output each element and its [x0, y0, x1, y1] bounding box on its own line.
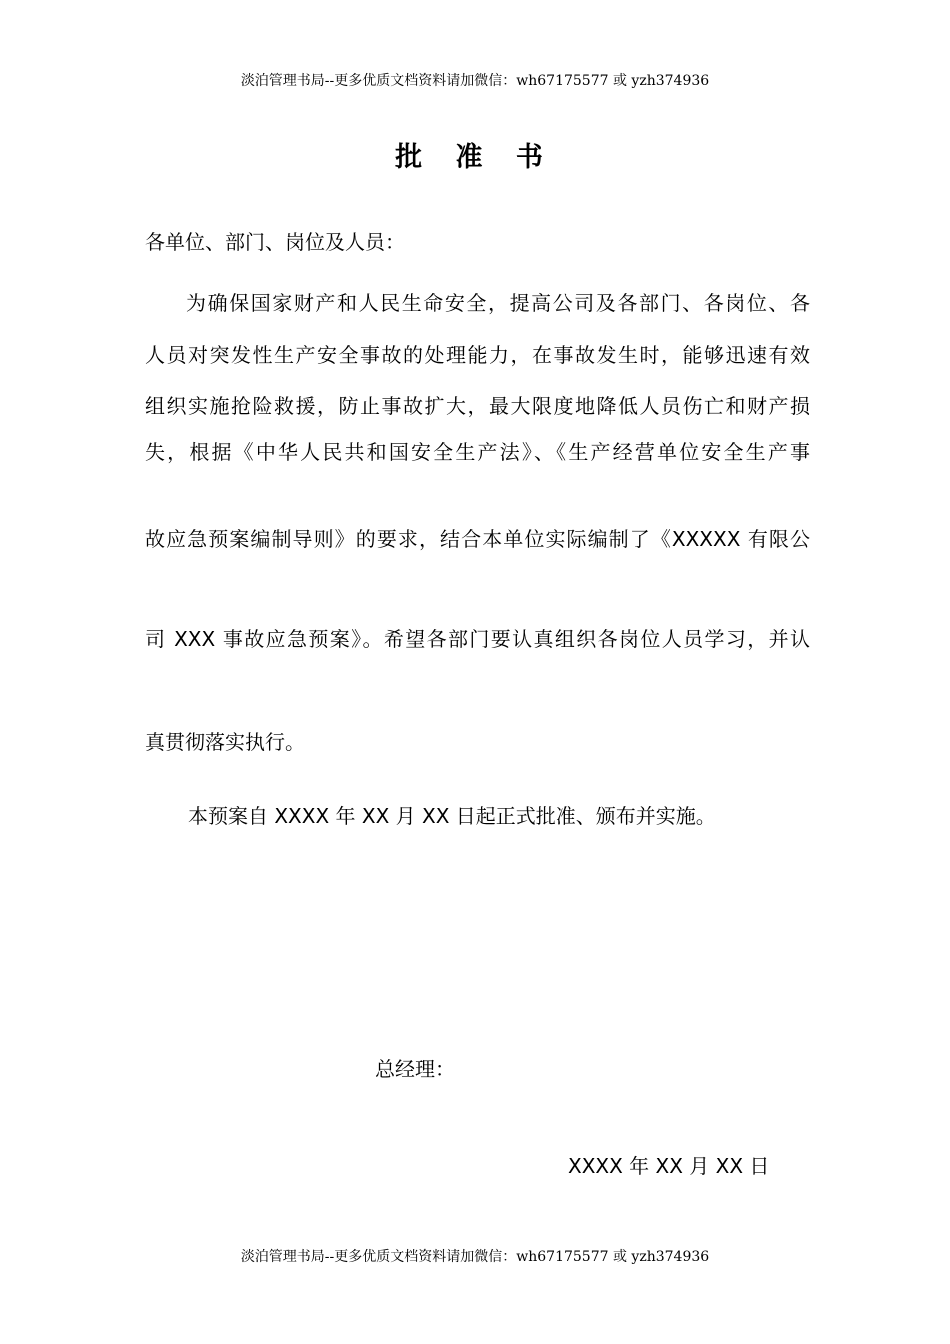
signer-label: 总经理： — [375, 1057, 455, 1081]
signature-date: XXXX 年 XX 月 XX 日 — [568, 1154, 770, 1178]
body-line-5: 故应急预案编制导则》的要求，结合本单位实际编制了《XXXXX 有限公 — [145, 527, 810, 551]
document-title: 批 准 书 — [395, 142, 555, 173]
effective-statement: 本预案自 XXXX 年 XX 月 XX 日起正式批准、颁布并实施。 — [188, 804, 716, 828]
body-line-4: 失，根据《中华人民共和国安全生产法》、《生产经营单位安全生产事 — [145, 440, 810, 464]
body-line-6: 司 XXX 事故应急预案》。希望各部门要认真组织各岗位人员学习，并认 — [145, 627, 810, 651]
page-footer: 淡泊管理书局--更多优质文档资料请加微信：wh67175577 或 yzh374936 — [240, 1249, 710, 1265]
body-line-7: 真贯彻落实执行。 — [145, 730, 305, 754]
body-line-1: 为确保国家财产和人民生命安全，提高公司及各部门、各岗位、各 — [186, 291, 810, 315]
salutation: 各单位、部门、岗位及人员： — [145, 230, 405, 254]
page-header: 淡泊管理书局--更多优质文档资料请加微信：wh67175577 或 yzh374936 — [240, 73, 710, 89]
body-line-3: 组织实施抢险救援，防止事故扩大，最大限度地降低人员伤亡和财产损 — [145, 394, 810, 418]
body-line-2: 人员对突发性生产安全事故的处理能力，在事故发生时，能够迅速有效 — [145, 343, 810, 367]
